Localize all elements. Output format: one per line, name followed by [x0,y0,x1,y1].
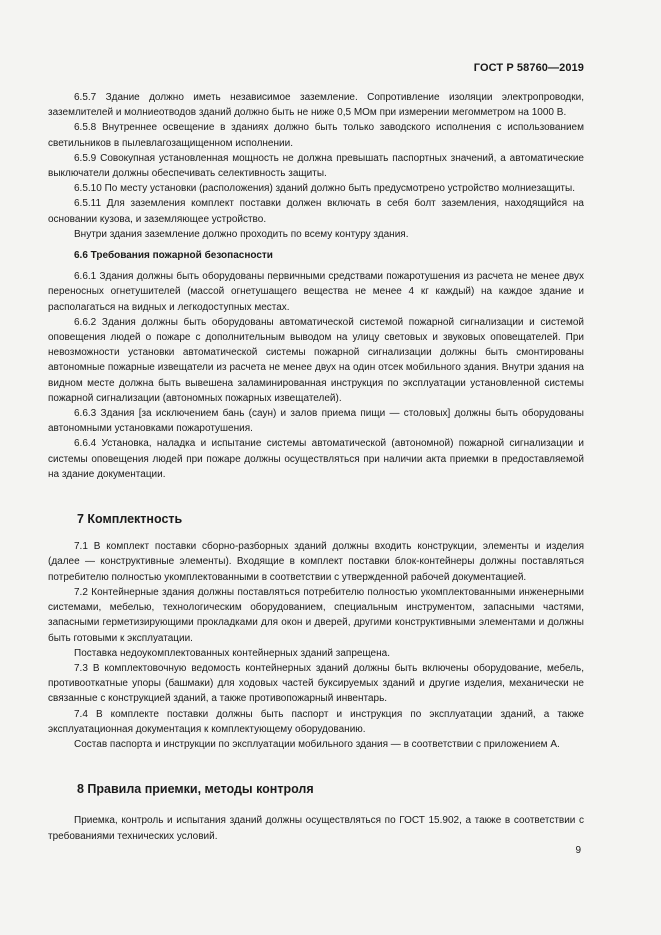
paragraph-prohibition: Поставка недоукомплектованных контейнерных зданий запрещена. [74,647,390,659]
paragraph-6-5-9: 6.5.9 Совокупная установленная мощность не должна превышать паспортных значений, а автоматические выключатели должны обеспечивать селективность защиты. [48,152,584,180]
paragraph-6-5-10: 6.5.10 По месту установки (расположения) зданий должно быть предусмотрено устройство молниезащиты. [74,183,575,195]
document-body [48,90,584,844]
paragraph-grounding-contour: Внутри здания заземление должно проходить по всему контуру здания. [74,228,409,240]
paragraph-6-5-8: 6.5.8 Внутреннее освещение в зданиях должно быть только заводского исполнения с использованием светильников в пылевлагозащищенном исполнении. [48,122,584,149]
paragraph-7-3: 7.3 В комплектовочную ведомость контейнерных зданий должны быть включены оборудование, мебель, противооткатные упоры (башмаки) для ходовых частей буксируемых зданий и другие изделия, механически не связанные с конструкцией зданий, а также противопожарный инвентарь. [48,662,584,705]
section-spacer [48,527,584,539]
paragraph-6-6-2: 6.6.2 Здания должны быть оборудованы автоматической системой пожарной сигнализации и системой оповещения людей о пожаре с дополнительным выводом на улицу световых и звуковых оповещателей. При невозможности установки автоматической системы пожарной сигнализации должны быть смонтированы автономные пожарные извещатели из расчета не менее двух на один отсек мобильного здания. Внутри здания на видном месте должна быть вывешена заламинированная инструкция по эксплуатации установленной системы пожарной сигнализации (автономных пожарных извещателей). [48,316,584,404]
paragraph-6-6-4: 6.6.4 Установка, наладка и испытание системы автоматической (автономной) пожарной сигнализации и системы оповещения людей при пожаре должны осуществляться при наличии акта приемки в предоставляемой на здание документации. [48,438,584,480]
section-title-7: 7 Комплектность [77,512,183,527]
paragraph-7-1: 7.1 В комплект поставки сборно-разборных зданий должны входить конструкции, элементы и изделия (далее — конструктивные элементы). Входящие в комплект поставки блок-контейнеры должны поставляться потребителю полностью укомплектованными в соответствии с утвержденной рабочей документацией. [48,541,584,583]
paragraph-acceptance: Приемка, контроль и испытания зданий должны осуществляться по ГОСТ 15.902, а также в соответствии с требованиями технических условий. [48,815,584,842]
page-number: 9 [575,845,581,856]
paragraph-passport: Состав паспорта и инструкции по эксплуатации мобильного здания — в соответствии с приложением А. [74,738,560,750]
subsection-title-6-6: 6.6 Требования пожарной безопасности [74,250,273,262]
section-spacer [48,797,584,813]
paragraph-6-5-11: 6.5.11 Для заземления комплект поставки должен включать в себя болт заземления, находящийся на основании кузова, и заземляющее устройство. [48,198,584,225]
section-title-8: 8 Правила приемки, методы контроля [77,782,314,797]
paragraph-6-5-7: 6.5.7 Здание должно иметь независимое заземление. Сопротивление изоляции электропроводки, заземлителей и молниеотводов зданий должно быть не ниже 0,5 МОм при измерении мегомметром на 1000 В. [48,92,584,119]
paragraph-6-6-3: 6.6.3 Здания [за исключением бань (саун) и залов приема пищи — столовых] должны быть оборудованы автономными установками пожаротушения. [48,408,584,435]
paragraph-7-2: 7.2 Контейнерные здания должны поставляться потребителю полностью укомплектованными инженерными системами, мебелью, технологическим оборудованием, специальным инструментом, запасными частями, запасными герметизирующими прокладками для окон и дверей, другими конструктивными элементами и должны быть готовыми к эксплуатации. [48,586,584,644]
section-spacer [48,752,584,782]
section-spacer [48,482,584,512]
doc-code-header: ГОСТ Р 58760—2019 [473,62,584,74]
paragraph-6-6-1: 6.6.1 Здания должны быть оборудованы первичными средствами пожаротушения из расчета не менее двух переносных огнетушителей (массой огнетушащего вещества не менее 4 кг каждый) на каждое здание и располагаться на видных и легкодоступных местах. [48,271,584,313]
paragraph-7-4: 7.4 В комплекте поставки должны быть паспорт и инструкция по эксплуатации зданий, а также эксплуатационная документация к комплектующему оборудованию. [48,708,584,735]
